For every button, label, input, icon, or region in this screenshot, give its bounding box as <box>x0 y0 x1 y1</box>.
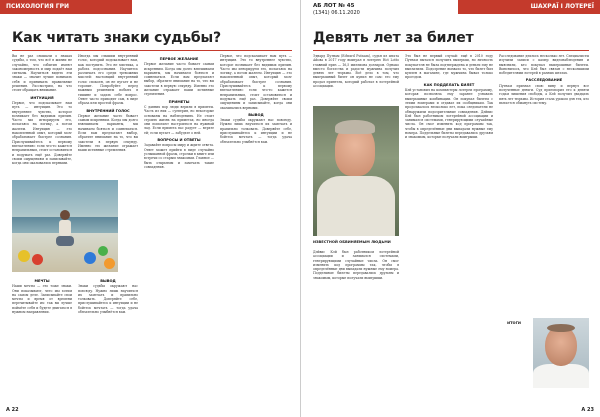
column-3 <box>144 54 214 404</box>
shirt <box>317 176 395 236</box>
subheading: КАК ПОДДЕЛАТЬ БИЛЕТ <box>423 82 475 87</box>
paragraph: Дэйвис Кэй был работником лотерейной ассоциации и занимался системами, генерирующими случайные числа. Он смог изменить код программы так, чтобы в определённые дни выпадали нужные ему номера. Поддельные билеты передавались друзьям и знакомым, которые получали выигрыши. <box>313 250 399 280</box>
issue-info <box>313 3 360 16</box>
subheading: МЕЧТЫ <box>34 279 50 283</box>
hair <box>547 324 575 332</box>
column-2-bottom <box>78 276 138 406</box>
paragraph: Первое, что подсказывает нам путь — интуиция. Это то внутреннее чувство, которое возникает без видимых причин. Часто мы игнорируем его, полагаясь на логику, а потом жалеем. Интуиция — это накопленный опыт, который мозг обрабатывает быстрее сознания. Прислушивайтесь к первому впечатлению: если что-то кажется неправильным, стоит остановиться и подумать ещё раз. Доверяйте своим ощущениям и записывайте, когда они оказывались верными. <box>12 100 72 166</box>
column-2 <box>78 54 138 174</box>
paragraph: Расследование длилось несколько лет. Специалисты изучили записи с камер видеонаблюдения и выяснили, кто покупал выигрышные билеты. Выяснилось, что Кэй был связан с несколькими победителями лотерей в разных штатах. <box>499 54 589 76</box>
paragraph: Знаки судьбы окружают нас повсюду. Нужно лишь научиться их замечать и правильно толковать. Доверяйте себе, прислушивайтесь к интуиции и не бойтесь мечтать — тогда удача обязательно улыбнётся вам. <box>220 118 292 144</box>
lottery-ball <box>84 252 96 264</box>
shirt <box>533 364 589 388</box>
column-3 <box>499 54 589 314</box>
lottery-ball <box>32 254 43 265</box>
column-1 <box>12 54 72 174</box>
issue-date: (1341) 06.11.2020 <box>313 9 360 16</box>
issue-line: АБ ЛОТ № 45 <box>313 3 355 9</box>
lottery-ball <box>104 258 115 269</box>
paragraph: Путнам признал свою вину и вернул все полученные деньги. Суд приговорил его к девяти годам лишения свободы, а Кэй получил двадцать пять лет тюрьмы. История стала уроком для тех, кто пытается обмануть систему. <box>499 83 589 105</box>
girl-figure <box>52 208 78 254</box>
article-title: Как читать знаки судьбы? <box>12 30 221 46</box>
subheading: ВЫВОД <box>248 112 264 117</box>
photo-caption: ИЗВЕСТНОЙ ОБВИНЯЕМЫМ ЛЮДЬМИ <box>313 240 391 244</box>
paragraph: Дэйвис Кэй был работником лотерейной ассоциации и занимался системами, генерирующими случайные числа. Он смог изменить код программы так, чтобы в определённые дни выпадали нужные ему номера. Поддельные билеты передавались друзьям и знакомым, которые получали выигрыши. <box>405 109 493 140</box>
page-number: А 22 <box>6 407 19 413</box>
face <box>545 326 577 366</box>
paragraph: Задавайте вопросы миру и ждите ответа. Ответ может прийти в виде случайно услышанной фразы, строчки в книге или встречи со старым знакомым. Главное — быть открытым и замечать такие совпадения. <box>144 143 214 169</box>
subheading: ПЕРВОЕ ЖЕЛАНИЕ <box>159 57 199 61</box>
lottery-girl-photo <box>12 180 118 272</box>
title-rule <box>313 50 589 51</box>
column-3-bottom <box>499 318 529 406</box>
paragraph: Кэй установил на компьютеры лотереи программу, которая позволяла ему заранее узнавать выигрышные комбинации. Он покупал билеты с этими номерами и отдавал их сообщникам. Так продолжалось несколько лет, пока следователи не обнаружили подозрительные совпадения. <box>405 88 493 114</box>
paragraph: Вы не раз слышали о знаках судьбы, о том, что всё в жизни не случайно, что события имеют закономерность и мир подаёт нам сигналы. Научиться видеть эти знаки — значит лучше понимать себя и принимать правильные решения. Рассмотрим, на что стоит обращать внимание. <box>12 54 72 93</box>
column-1-top <box>313 54 399 104</box>
paragraph: Первое, что подсказывает нам путь — интуиция. Это то внутреннее чувство, которое возникает без видимых причин. Часто мы игнорируем его, полагаясь на логику, а потом жалеем. Интуиция — это накопленный опыт, который мозг обрабатывает быстрее сознания. Прислушивайтесь к первому впечатлению: если что-то кажется неправильным, стоит остановиться и подумать ещё раз. Доверяйте своим ощущениям и записывайте, когда они оказывались верными. <box>220 54 292 110</box>
paragraph: Первое желание часто бывает самым искренним. Когда мы долго взвешиваем варианты, мы начинаем бояться и сомневаться. Если вам предлагают выбор, обратите внимание на то, что вы захотели в первую секунду. Именно это желание отражает ваши истинные стремления. <box>78 113 138 153</box>
subheading: ВНУТРЕННИЙ ГОЛОС <box>86 108 130 113</box>
subheading: ИНТУИЦИЯ <box>30 95 54 100</box>
subheading: ВЫВОД <box>100 279 116 283</box>
suspect-photo <box>313 106 399 236</box>
paragraph: С давних пор люди верили в приметы. Часть из них — суеверия, но некоторые основаны на наблюдениях. Не стоит строить жизнь на приметах, но иногда они помогают настроиться на нужный лад. Если примета вас радует — верьте ей; если пугает — забудьте о ней. <box>144 104 214 135</box>
paragraph: Первое желание часто бывает самым искренним. Когда мы долго взвешиваем варианты, мы начинаем бояться и сомневаться. Если вам предлагают выбор, обратите внимание на то, что вы захотели в первую секунду. Именно это желание отражает ваши истинные стремления. <box>144 62 214 97</box>
column-2 <box>405 54 493 404</box>
subheading: ИТОГИ <box>507 321 521 325</box>
paragraph: Наши мечты — это тоже знаки. Они показывают, чего мы хотим на самом деле. Записывайте свои мечты и время от времени перечитывайте их: так вы лучше поймёте себя и будете двигаться в нужном направлении. <box>12 284 72 315</box>
paragraph: Иногда мы слышим внутренний голос, который подсказывает нам, как поступить. Это не мистика, а работа подсознания. Научитесь различать его среди тревожных мыслей: настоящий внутренний голос спокоен, он не пугает и не торопит. Попробуйте перед важным решением побыть в тишине и задать себе вопрос. Ответ часто приходит сам, в виде образа или простой фразы. <box>78 54 138 106</box>
subheading: РАССЛЕДОВАНИЕ <box>525 78 563 83</box>
column-4 <box>220 54 292 404</box>
article-title: Девять лет за билет <box>313 30 474 46</box>
right-page <box>300 0 600 417</box>
column-1-bottom <box>313 250 399 405</box>
convict-photo <box>533 318 589 388</box>
paragraph: Это был не первый случай: ещё в 2010 году Путнам пытался получить выигрыш, но личность покупателя не была подтверждена и деньги ему не выплатили. Подозрение вызвало то, что билет был куплен в магазине, где мужчина бывал только проездом. <box>405 54 493 80</box>
paragraph: Знаки судьбы окружают нас повсюду. Нужно лишь научиться их замечать и правильно толковать. Доверяйте себе, прислушивайтесь к интуиции и не бойтесь мечтать — тогда удача обязательно улыбнётся вам. <box>78 284 138 315</box>
subheading: ВОПРОСЫ И ОТВЕТЫ <box>157 138 201 143</box>
hair <box>335 120 375 134</box>
section-header: ШАХРАЇ І ЛОТЕРЕЇ <box>458 0 600 14</box>
paragraph: Эдвард Путнам (Edward Putnam), судья из штата Айова в 2017 году выиграл в лотерею Hot Lotto главный приз — 16,5 миллиона долларов. Однако вместо богатства и радости мужчина получил девять лет тюрьмы. Всё дело в том, что выигрышный билет он купил не сам: его ему продал приятель, который работал в лотерейной ассоциации. <box>313 54 399 89</box>
title-rule <box>12 50 292 51</box>
page-number: А 23 <box>581 407 594 413</box>
section-header: ПСИХОЛОГИЯ ГРИ <box>0 0 132 14</box>
lottery-ball <box>18 250 30 262</box>
column-1-bottom <box>12 276 72 406</box>
lottery-ball <box>98 246 108 256</box>
subheading: ПРИМЕТЫ <box>168 99 190 104</box>
